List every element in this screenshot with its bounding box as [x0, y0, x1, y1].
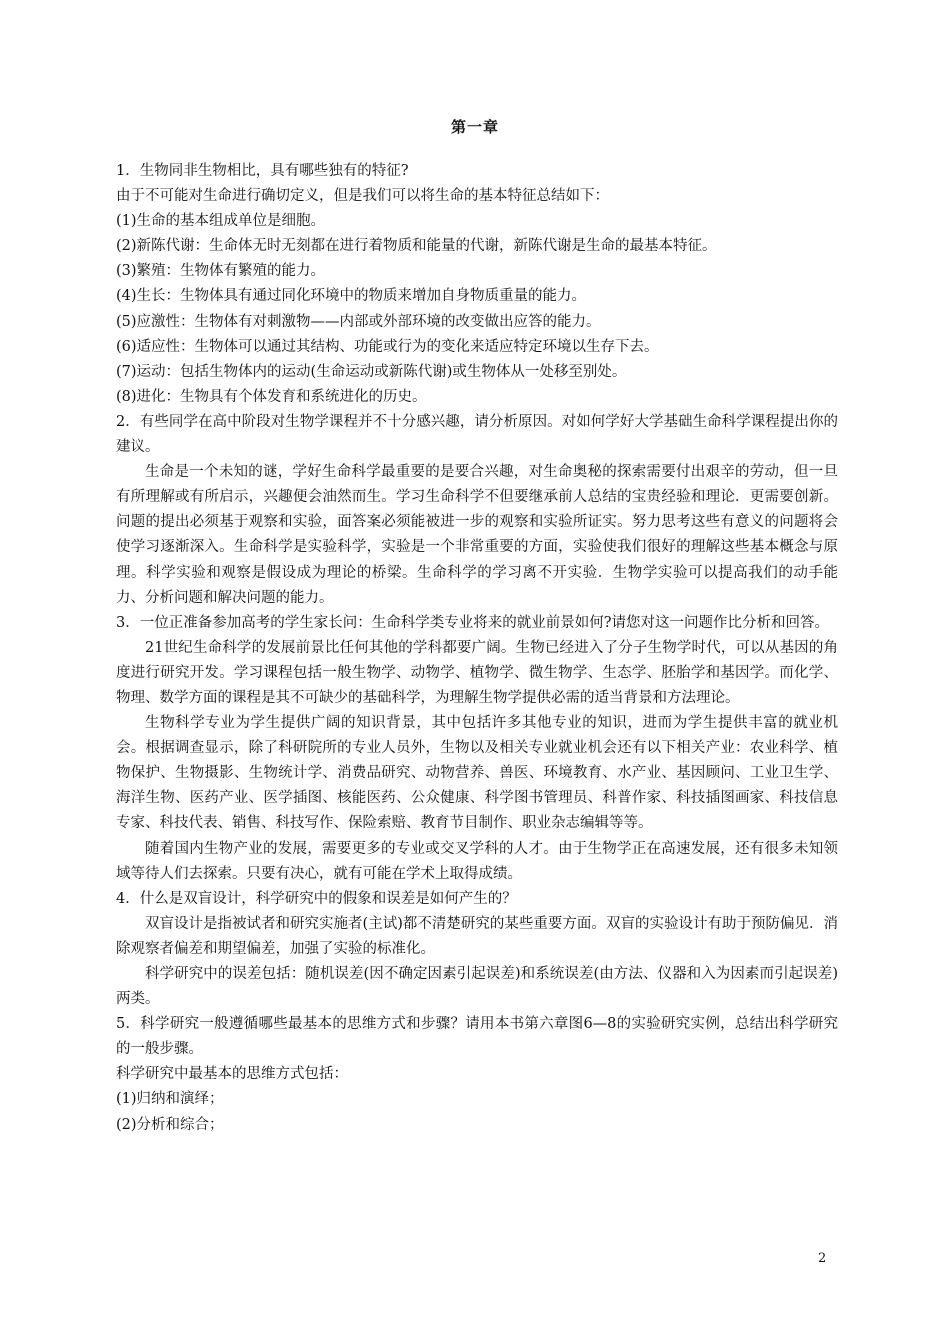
- list-item: (3)繁殖：生物体有繁殖的能力。: [116, 263, 326, 280]
- answer-paragraph: 随着国内生物产业的发展，需要更多的专业或交叉学科的人才。由于生物学正在高速发展，还有很多未知领域等待人们去探索。只要有决心，就有可能在学术上取得成绩。: [116, 840, 838, 882]
- list-item: (4)生长：生物体具有通过同化环境中的物质来增加自身物质重量的能力。: [116, 288, 587, 305]
- list-item: (2)新陈代谢：生命体无时无刻都在进行着物质和能量的代谢，新陈代谢是生命的最基本特征。: [116, 238, 717, 255]
- chapter-title: 第一章: [450, 118, 499, 136]
- list-item: (7)运动：包括生物体内的运动(生命运动或新陈代谢)或生物体从一处移至别处。: [116, 363, 627, 380]
- answer-paragraph: 双盲设计是指被试者和研究实施者(主试)都不清楚研究的某些重要方面。双盲的实验设计有助于预防偏见．消除观察者偏差和期望偏差，加强了实验的标准化。: [116, 915, 838, 957]
- document-body: [116, 159, 838, 1138]
- list-item: (5)应激性：生物体有对刺激物——内部或外部环境的改变做出应答的能力。: [116, 313, 601, 330]
- page-number: 2: [818, 1251, 827, 1266]
- list-item: (1)归纳和演绎；: [116, 1091, 224, 1108]
- answer-paragraph: 科学研究中的误差包括：随机误差(因不确定因素引起误差)和系统误差(由方法、仪器和入为因素而引起误差)两类。: [116, 966, 838, 1008]
- list-item: (8)进化：生物具有个体发育和系统进化的历史。: [116, 388, 427, 405]
- answer-paragraph: 生命是一个未知的谜，学好生命科学最重要的是要合兴趣，对生命奥秘的探索需要付出艰辛的劳动，但一旦有所理解或有所启示，兴趣便会油然而生。学习生命科学不但要继承前人总结的宝贵经验和理论．更需要创新。问题的提出必须基于观察和实验，面答案必须能被进一步的观察和实验所证实。努力思考这些有意义的问题将会使学习逐渐深入。生命科学是实验科学，实验是一个非常重要的方面，实验使我们很好的理解这些基本概念与原理。科学实验和观察是假设成为理论的桥梁。生命科学的学习离不开实验．生物学实验可以提高我们的动手能力、分析问题和解决问题的能力。: [116, 464, 838, 606]
- question-1: 1．生物同非生物相比，具有哪些独有的特征?: [116, 163, 409, 179]
- list-item: (2)分析和综合；: [116, 1116, 224, 1133]
- list-item: (1)生命的基本组成单位是细胞。: [116, 213, 326, 230]
- answer-paragraph: 21世纪生命科学的发展前景比任何其他的学科都要广阔。生物已经进入了分子生物学时代，可以从基因的角度进行研究开发。学习课程包括一般生物学、动物学、植物学、微生物学、生态学、胚胎学和基因学。而化学、物理、数学方面的课程是其不可缺少的基础科学，为理解生物学提供必需的适当背景和方法理论。: [116, 639, 838, 706]
- list-item: (6)适应性：生物体可以通过其结构、功能或行为的变化来适应特定环境以生存下去。: [116, 338, 659, 355]
- answer-intro: 由于不可能对生命进行确切定义，但是我们可以将生命的基本特征总结如下：: [116, 188, 609, 205]
- answer-intro: 科学研究中最基本的思维方式包括：: [116, 1066, 348, 1083]
- question-3: 3．一位正准备参加高考的学生家长问：生命科学类专业将来的就业前景如何?请您对这一问题作比分析和回答。: [116, 614, 829, 631]
- question-5: 5．科学研究一般遵循哪些最基本的思维方式和步骤？请用本书第六章图6—8的实验研究实例，总结出科学研究的一般步骤。: [116, 1016, 838, 1058]
- answer-paragraph: 生物科学专业为学生提供广阔的知识背景，其中包括许多其他专业的知识，进而为学生提供丰富的就业机会。根据调查显示，除了科研院所的专业人员外，生物以及相关专业就业机会还有以下相关产业：农业科学、植物保护、生物摄影、生物统计学、消费品研究、动物营养、兽医、环境教育、水产业、基因顾问、工业卫生学、海洋生物、医药产业、医学插图、核能医药、公众健康、科学图书管理员、科普作家、科技插图画家、科技信息专家、科技代表、销售、科技写作、保险索赔、教育节目制作、职业杂志编辑等等。: [116, 715, 838, 832]
- question-2: 2．有些同学在高中阶段对生物学课程并不十分感兴趣，请分析原因。对如何学好大学基础生命科学课程提出你的建议。: [116, 413, 838, 456]
- question-4: 4．什么是双盲设计，科学研究中的假象和误差是如何产生的？: [116, 890, 517, 907]
